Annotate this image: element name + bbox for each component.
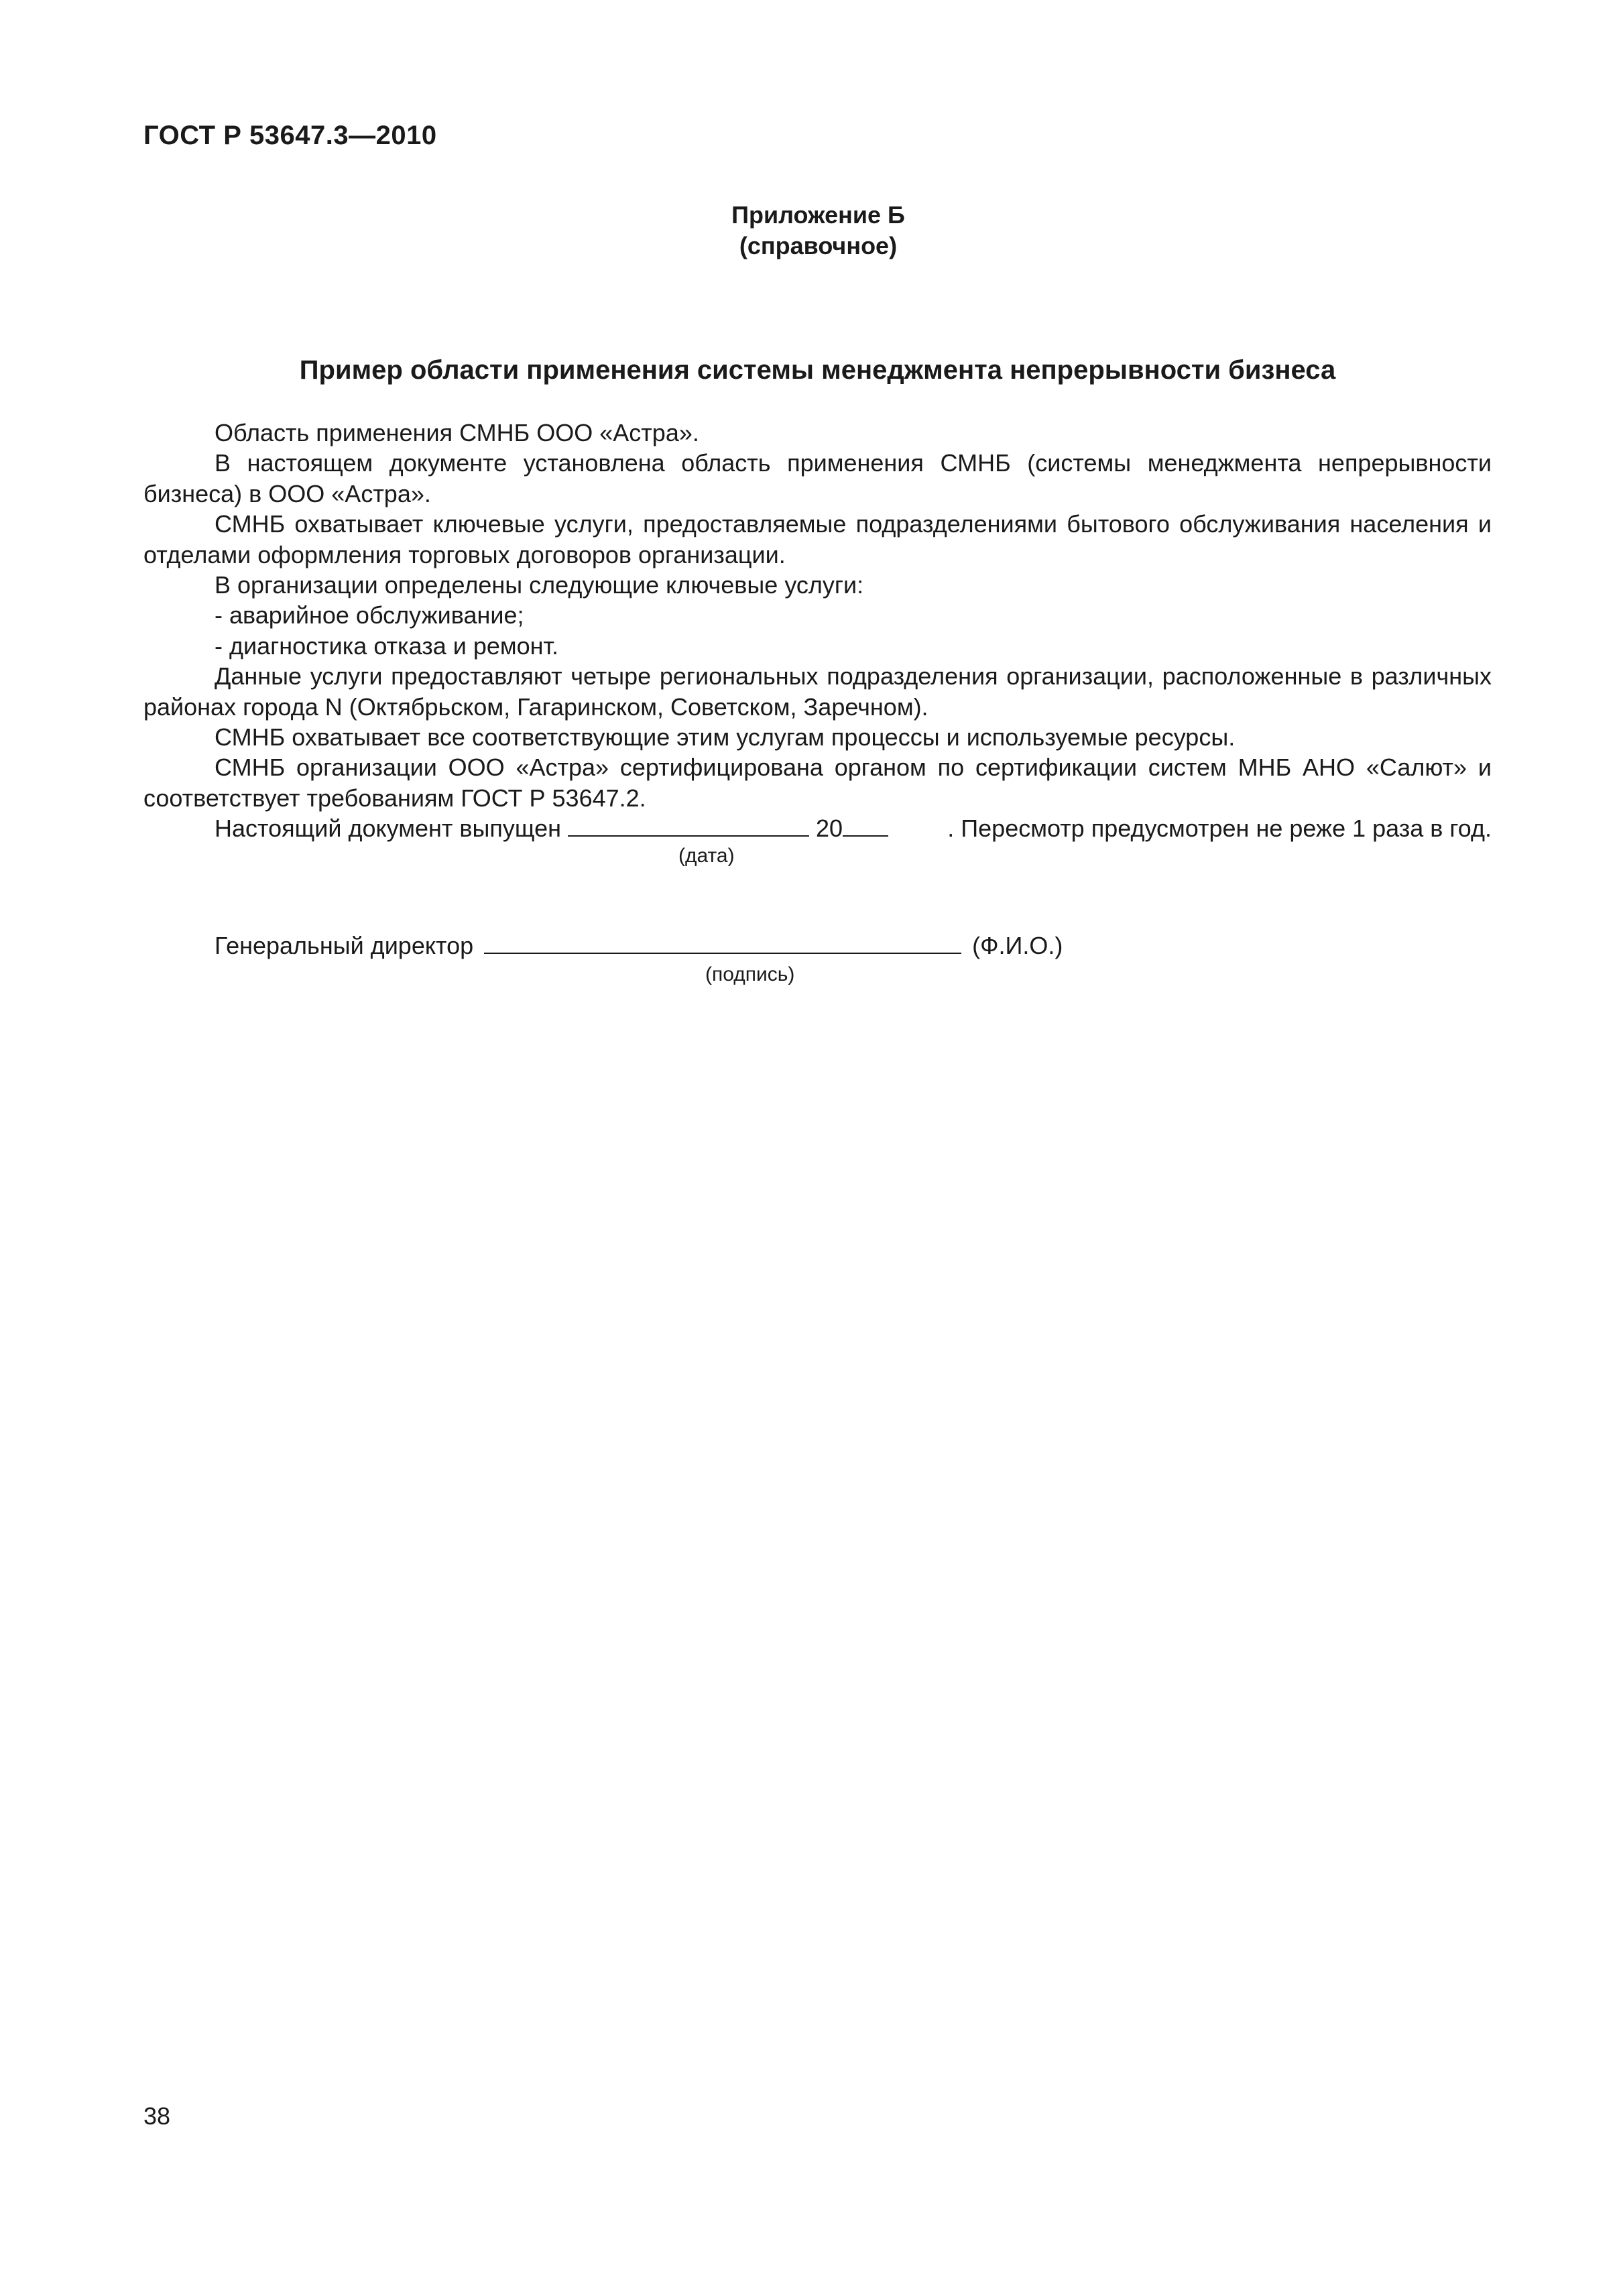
standard-code: ГОСТ Р 53647.3—2010 <box>143 121 437 150</box>
document-title: Пример области применения системы менеджмента непрерывности бизнеса <box>299 355 1336 385</box>
paragraph-scope: Область применения СМНБ ООО «Астра». <box>215 419 699 446</box>
list-item-emergency: - аварийное обслуживание; <box>215 601 524 629</box>
body-text <box>143 418 1492 844</box>
issue-line <box>143 813 1492 843</box>
paragraph-services-defined: В организации определены следующие ключевые услуги: <box>215 571 864 599</box>
paragraph-regional-divisions: Данные услуги предоставляют четыре региональных подразделения организации, расположенные в различных районах города N (Октябрьском, Гагаринском, Советском, Заречном). <box>143 662 1492 721</box>
issue-suffix: . Пересмотр предусмотрен не реже 1 раза в год. <box>947 814 1492 843</box>
paragraph-key-services: СМНБ охватывает ключевые услуги, предоставляемые подразделениями бытового обслуживания населения и отделами оформления торговых договоров организации. <box>143 510 1492 568</box>
signature-blank <box>484 932 961 954</box>
signature-role: Генеральный директор <box>215 932 474 959</box>
appendix-status: (справочное) <box>739 232 898 259</box>
year-blank <box>843 815 888 837</box>
appendix-heading <box>0 200 1623 261</box>
issue-year-prefix: 20 <box>816 814 843 843</box>
list-item-diagnostics: - диагностика отказа и ремонт. <box>215 631 559 660</box>
paragraph-processes: СМНБ охватывает все соответствующие этим услугам процессы и используемые ресурсы. <box>215 723 1236 751</box>
page-number: 38 <box>143 2102 171 2130</box>
name-placeholder: (Ф.И.О.) <box>972 932 1063 959</box>
paragraph-scope-established: В настоящем документе установлена область применения СМНБ (системы менеджмента непрерывности бизнеса) в ООО «Астра». <box>143 449 1492 507</box>
signature-caption: (подпись) <box>705 963 795 985</box>
issue-prefix: Настоящий документ выпущен <box>215 814 561 843</box>
appendix-label: Приложение Б <box>731 201 905 229</box>
signature-line <box>215 932 1063 960</box>
date-blank <box>568 815 809 837</box>
date-caption: (дата) <box>678 845 735 867</box>
paragraph-certification: СМНБ организации ООО «Астра» сертифицирована органом по сертификации систем МНБ АНО «Салют» и соответствует требованиям ГОСТ Р 53647.2. <box>143 753 1492 812</box>
